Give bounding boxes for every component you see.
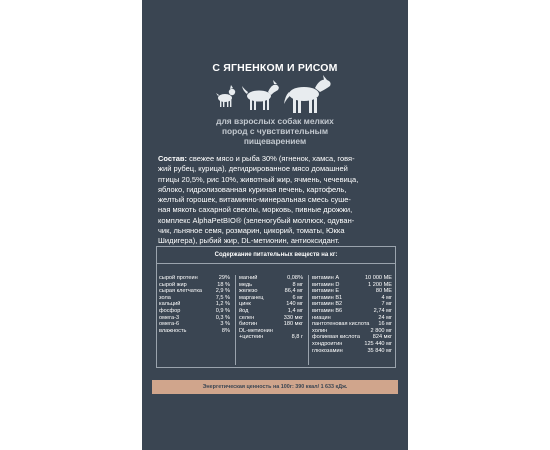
nutrient-name: витамин В1: [312, 294, 343, 301]
nutrient-row: [159, 321, 232, 328]
composition-line: чик, льняное семя, розмарин, цикорий, томаты, Юкка: [158, 226, 345, 236]
nutrient-value: 140 мг: [286, 301, 303, 308]
nutrient-value: 8 мг: [292, 281, 303, 288]
nutrient-row: [159, 288, 232, 295]
nutrient-name: сырая клетчатка: [159, 288, 203, 295]
nutrient-name: железо: [239, 288, 258, 295]
nutrient-row: [312, 334, 394, 341]
nutrient-value: 7,5 %: [215, 294, 230, 301]
nutrient-row: [312, 282, 394, 289]
nutrient-value: 24 мг: [378, 314, 392, 321]
nutrient-value: 35 840 мг: [367, 347, 392, 354]
nutrient-row: [159, 275, 232, 282]
nutrient-value: 80 МЕ: [375, 288, 392, 295]
nutrient-value: 0,9 %: [215, 307, 230, 314]
nutrient-name: холин: [312, 327, 328, 334]
nutrient-name: омега-6: [159, 321, 180, 328]
nutrient-row: [312, 288, 394, 295]
nutrition-column-macros: [159, 275, 232, 365]
nutrient-name: магний: [239, 275, 258, 281]
nutrient-name: витамин В2: [312, 301, 343, 308]
composition-line: жий рубец, курица), дегидрированное мясо домашней: [158, 164, 348, 174]
nutrient-row: [239, 282, 305, 289]
nutrient-name: фолиевая кислота: [312, 334, 360, 341]
medium-dog-icon: [242, 80, 279, 110]
nutrient-name: витамин А: [312, 275, 340, 281]
nutrient-name: +цистеин: [239, 334, 264, 341]
nutrient-name: цинк: [239, 301, 251, 308]
nutrient-name: влажность: [159, 327, 187, 334]
product-subtitle: [142, 116, 408, 146]
nutrient-name: пантотеновая кислота: [312, 321, 370, 328]
nutrition-table-title: Содержание питательных веществ на кг:: [157, 247, 395, 264]
nutrient-name: йод: [239, 307, 249, 314]
nutrient-row: [312, 308, 394, 315]
nutrient-row: [159, 308, 232, 315]
composition-line: комплекс AlphaPetBIO® (зеленогубый моллюск, одуван-: [158, 215, 355, 225]
nutrient-value: 18 %: [217, 281, 230, 288]
composition-label: Состав:: [158, 154, 188, 163]
nutrient-row: [312, 348, 394, 355]
nutrient-row: [239, 301, 305, 308]
nutrition-column-vitamins: [308, 275, 394, 365]
nutrient-row: [159, 301, 232, 308]
nutrient-name: витамин Е: [312, 288, 340, 295]
nutrient-value: 29%: [218, 275, 230, 281]
nutrient-value: 2 800 мг: [370, 327, 392, 334]
nutrient-value: 8%: [221, 327, 230, 334]
nutrient-row: [312, 315, 394, 322]
subtitle-line: для взрослых собак мелких: [216, 116, 334, 126]
composition-block: [158, 154, 398, 247]
nutrient-row: [159, 328, 232, 335]
nutrient-row: [239, 288, 305, 295]
nutrient-row: [312, 301, 394, 308]
nutrient-name: сырой протеин: [159, 275, 198, 281]
nutrient-name: марганец: [239, 294, 264, 301]
nutrient-name: зола: [159, 294, 171, 301]
nutrient-value: 0,3 %: [215, 314, 230, 321]
nutrient-value: 7 мг: [381, 301, 392, 308]
nutrient-name: витамин D: [312, 281, 340, 288]
nutrient-name: фосфор: [159, 307, 181, 314]
composition-line: ная мякоть сахарной свеклы, морковь, пивные дрожжи,: [158, 205, 353, 215]
nutrient-name: омега-3: [159, 314, 180, 321]
nutrient-row: [312, 295, 394, 302]
nutrient-row: [312, 341, 394, 348]
nutrient-value: 824 мкг: [372, 334, 392, 341]
nutrient-name: биотин: [239, 321, 258, 328]
nutrient-row: [239, 334, 305, 341]
subtitle-line: пород с чувствительным: [221, 126, 329, 136]
nutrient-value: 1 200 МЕ: [368, 281, 392, 288]
nutrient-value: 10 000 МЕ: [364, 275, 392, 281]
composition-line: Шидигера), рыбий жир, DL-метионин, антиоксидант.: [158, 236, 340, 246]
nutrient-value: 2,9 %: [215, 288, 230, 295]
nutrient-name: витамин В6: [312, 307, 343, 314]
nutrient-value: 330 мкг: [283, 314, 303, 321]
product-title: С ЯГНЕНКОМ И РИСОМ: [212, 62, 338, 74]
nutrient-name: глюкозамин: [312, 347, 343, 354]
nutrient-value: 16 мг: [378, 321, 392, 328]
package-panel: [142, 0, 408, 450]
nutrient-row: [239, 308, 305, 315]
nutrient-row: [239, 295, 305, 302]
nutrient-name: хондроитин: [312, 340, 343, 347]
nutrient-value: 8,8 г: [291, 334, 303, 341]
subtitle-line: пищеварением: [243, 136, 307, 146]
nutrient-row: [312, 275, 394, 282]
nutrient-row: [239, 328, 305, 335]
composition-line: свежее мясо и рыба 30% (ягненок, хамса, говя-: [189, 154, 355, 163]
nutrient-value: 1,2 %: [215, 301, 230, 308]
nutrient-value: 3 %: [220, 321, 230, 328]
nutrient-row: [239, 321, 305, 328]
nutrient-name: селен: [239, 314, 255, 321]
nutrient-value: 4 мг: [381, 294, 392, 301]
nutrient-row: [159, 315, 232, 322]
composition-line: яблоко, гидролизованная куриная печень, картофель,: [158, 184, 347, 194]
nutrient-row: [239, 275, 305, 282]
small-dog-icon: [216, 85, 235, 107]
nutrient-value: 6 мг: [292, 294, 303, 301]
composition-line: птицы 20,5%, рис 10%, животный жир, ячмень, чечевица,: [158, 174, 359, 184]
dog-sizes-illustration: [216, 74, 334, 114]
nutrient-value: 180 мкг: [283, 321, 303, 328]
nutrient-name: ниацин: [312, 314, 331, 321]
nutrient-row: [159, 282, 232, 289]
nutrient-row: [312, 321, 394, 328]
nutrition-column-minerals: [235, 275, 305, 365]
nutrient-value: 0,08%: [287, 275, 303, 281]
nutrient-value: 86,4 мг: [284, 288, 303, 295]
large-dog-icon: [284, 75, 331, 113]
composition-line: желтый горошек, витаминно-минеральная смесь суше-: [158, 195, 351, 205]
energy-value-banner: Энергетическая ценность на 100г: 390 ккал/ 1 633 кДж.: [152, 380, 398, 394]
nutrient-name: сырой жир: [159, 281, 187, 288]
nutrient-value: 1,4 мг: [287, 307, 303, 314]
nutrient-row: [239, 315, 305, 322]
nutrient-row: [312, 328, 394, 335]
nutrient-value: 2,74 мг: [373, 307, 392, 314]
nutrient-value: 125 440 мг: [364, 340, 392, 347]
nutrition-table: [156, 246, 396, 368]
nutrient-name: медь: [239, 281, 253, 288]
nutrient-name: кальций: [159, 301, 181, 308]
nutrient-name: DL-метионин: [239, 327, 273, 334]
